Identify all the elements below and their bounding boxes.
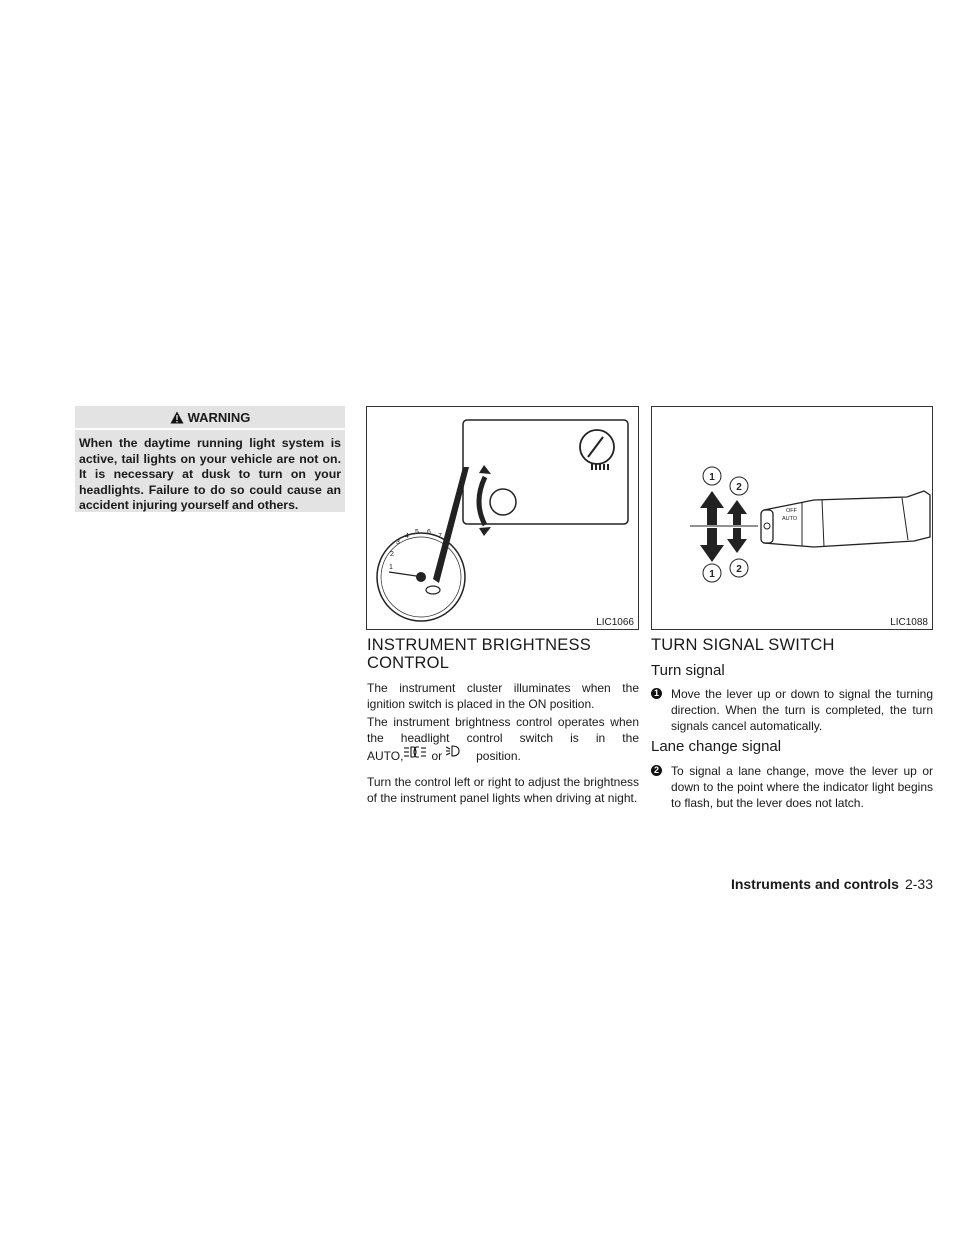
callout-2-up: 2 <box>736 482 742 493</box>
switch-label-auto: AUTO <box>782 516 798 522</box>
number-badge-2: 2 <box>651 765 662 776</box>
switch-label-off: OFF <box>786 508 797 514</box>
warning-triangle-icon <box>170 411 184 424</box>
warning-text: When the daytime running light system is active, tail lights on your vehicle are not on. It is necessary at dusk to turn on your headlights. Failure to do so could cause an accident injuring yourself and others. <box>79 436 341 513</box>
parking-light-icon <box>446 745 462 757</box>
page-footer <box>731 876 933 892</box>
lane-change-text: To signal a lane change, move the lever up or down to the point where the indicator light begins to flash, but the lever does not latch. <box>671 764 933 810</box>
para-2-text: The instrument brightness control operates when the headlight control switch is in the <box>367 715 639 745</box>
gauge-number-3: 3 <box>396 539 400 546</box>
heading-instrument-brightness <box>367 636 591 672</box>
warning-title: WARNING <box>187 409 251 425</box>
heading-line-2: CONTROL <box>367 654 450 672</box>
figure-label: LIC1066 <box>596 617 634 628</box>
figure-turn-signal <box>651 406 933 630</box>
callout-1-up: 1 <box>709 472 715 483</box>
gauge-number-2: 2 <box>390 551 394 558</box>
instrument-brightness-para-1: The instrument cluster illuminates when the ignition switch is placed in the ON position. <box>367 681 639 711</box>
instrument-cluster-illustration <box>367 407 638 629</box>
instrument-brightness-para-2 <box>367 714 639 764</box>
figure-label: LIC1088 <box>890 617 928 628</box>
footer-page-number: 2-33 <box>904 876 933 892</box>
gauge-number-1: 1 <box>389 564 393 571</box>
gauge-number-5: 5 <box>415 529 419 536</box>
callout-2-down: 2 <box>736 564 742 575</box>
turn-signal-text: Move the lever up or down to signal the turning direction. When the turn is completed, the turn signals cancel automatically. <box>671 687 933 733</box>
para-2-or: or <box>431 749 443 763</box>
para-2-auto: AUTO, <box>367 749 404 763</box>
number-badge-1: 1 <box>651 688 662 699</box>
turn-signal-lever-illustration <box>652 407 932 629</box>
heading-turn-signal-switch: TURN SIGNAL SWITCH <box>651 636 835 654</box>
para-2-end: position. <box>476 749 521 763</box>
lane-change-item <box>651 763 933 811</box>
heading-line-1: INSTRUMENT BRIGHTNESS <box>367 636 591 654</box>
instrument-brightness-para-3: Turn the control left or right to adjust the brightness of the instrument panel lights when driving at night. <box>367 775 639 805</box>
gauge-number-6: 6 <box>427 529 431 536</box>
warning-box <box>75 406 345 512</box>
callout-1-down: 1 <box>709 569 715 580</box>
figure-instrument-brightness <box>366 406 639 630</box>
footer-section: Instruments and controls <box>730 876 899 892</box>
warning-header <box>75 406 345 430</box>
turn-signal-item <box>651 686 933 734</box>
gauge-number-7: 7 <box>438 533 442 540</box>
subheading-lane-change: Lane change signal <box>651 738 782 755</box>
gauge-number-4: 4 <box>405 533 409 540</box>
subheading-turn-signal: Turn signal <box>651 662 725 679</box>
headlight-icon <box>404 746 426 758</box>
